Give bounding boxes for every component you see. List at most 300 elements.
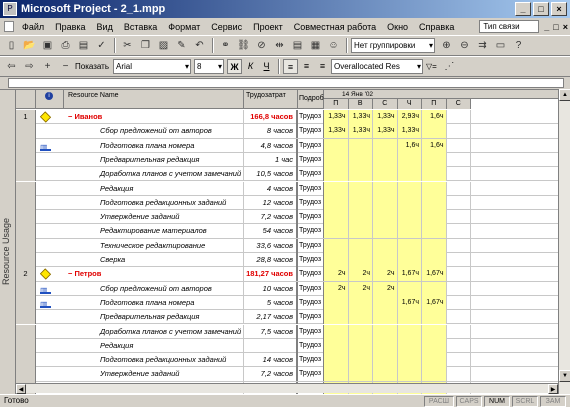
timephased-cell[interactable]: 2ч bbox=[324, 267, 349, 281]
project-icon[interactable]: P bbox=[3, 2, 17, 16]
timephased-cell[interactable] bbox=[398, 310, 423, 324]
bold-button[interactable]: Ж bbox=[227, 59, 242, 74]
assignment-row[interactable] bbox=[16, 124, 570, 138]
timephased-cell[interactable] bbox=[422, 196, 447, 210]
work-cell[interactable]: 4 часов bbox=[244, 182, 298, 196]
format-painter-icon[interactable]: ✎ bbox=[177, 40, 186, 51]
work-cell[interactable]: 12 часов bbox=[244, 196, 298, 210]
timescale-day-header[interactable]: С bbox=[447, 99, 472, 109]
window-title: Microsoft Project - 2_1.mpp bbox=[21, 3, 166, 15]
timephased-cell[interactable] bbox=[422, 310, 447, 324]
timephased-cell[interactable] bbox=[447, 325, 472, 339]
doc-minimize-button[interactable]: _ bbox=[544, 21, 550, 32]
ask-question-box[interactable]: Тип связи bbox=[479, 20, 538, 33]
timephased-cell[interactable]: 1,67ч bbox=[398, 296, 423, 310]
timephased-cell[interactable] bbox=[324, 239, 349, 253]
timephased-cell[interactable] bbox=[324, 325, 349, 339]
filter-select[interactable]: Overallocated Res ▾ bbox=[331, 59, 423, 74]
timephased-cell[interactable] bbox=[447, 153, 472, 167]
vertical-scrollbar[interactable] bbox=[558, 89, 570, 394]
horizontal-scrollbar[interactable] bbox=[16, 383, 558, 393]
timephased-cell[interactable] bbox=[447, 339, 472, 353]
timephased-cell[interactable] bbox=[373, 182, 398, 196]
timephased-cell[interactable] bbox=[422, 239, 447, 253]
timephased-cell[interactable] bbox=[447, 196, 472, 210]
name-column-label: Resource Name bbox=[68, 92, 119, 99]
assignment-row[interactable] bbox=[16, 296, 570, 310]
zoom-out-icon[interactable]: ⊖ bbox=[460, 40, 469, 51]
assignment-row[interactable] bbox=[16, 253, 570, 267]
assignment-row[interactable] bbox=[16, 224, 570, 238]
timephased-cell[interactable] bbox=[324, 253, 349, 267]
timephased-cell[interactable] bbox=[324, 224, 349, 238]
indicator-column-header[interactable] bbox=[36, 90, 64, 109]
row-id[interactable] bbox=[16, 210, 36, 224]
timephased-cell[interactable]: 1,6ч bbox=[422, 110, 447, 124]
timephased-cell[interactable]: 1,6ч bbox=[398, 139, 423, 153]
save-icon[interactable]: ▣ bbox=[42, 40, 53, 51]
timephased-cell[interactable] bbox=[349, 339, 374, 353]
timephased-cell[interactable] bbox=[373, 296, 398, 310]
menu-format[interactable]: Формат bbox=[168, 21, 201, 32]
timephased-cell[interactable]: 2ч bbox=[373, 282, 398, 296]
row-id[interactable] bbox=[16, 196, 36, 210]
timephased-cell[interactable]: 1,33ч bbox=[324, 110, 349, 124]
timephased-cell[interactable]: 1,67ч bbox=[398, 267, 423, 281]
menu-view[interactable]: Вид bbox=[96, 21, 113, 32]
font-size-select[interactable]: 8 ▾ bbox=[194, 59, 224, 74]
work-cell[interactable] bbox=[244, 339, 298, 353]
formatting-toolbar bbox=[0, 56, 570, 77]
print-icon[interactable]: ⎙ bbox=[61, 40, 70, 51]
work-column-label: Трудозатрат bbox=[246, 92, 286, 99]
timephased-cell[interactable] bbox=[398, 282, 423, 296]
assignment-row[interactable] bbox=[16, 325, 570, 339]
italic-button[interactable]: К bbox=[247, 61, 254, 71]
spelling-icon[interactable]: ✓ bbox=[97, 40, 106, 51]
row-id[interactable] bbox=[16, 325, 36, 339]
task-name[interactable] bbox=[64, 153, 244, 167]
work-column-header[interactable] bbox=[244, 90, 298, 109]
work-cell[interactable]: 2,17 часов bbox=[244, 310, 298, 324]
copy-picture-icon[interactable]: ▭ bbox=[495, 40, 506, 51]
scroll-up-icon[interactable]: ▲ bbox=[559, 89, 570, 101]
work-cell[interactable]: 1 час bbox=[244, 153, 298, 167]
timephased-cell[interactable] bbox=[324, 310, 349, 324]
menu-file[interactable]: Файл bbox=[22, 21, 45, 32]
hyperlink-icon[interactable]: ⚭ bbox=[221, 40, 230, 51]
separator bbox=[278, 59, 280, 74]
timephased-cell[interactable] bbox=[349, 167, 374, 181]
timephased-cell[interactable] bbox=[447, 167, 472, 181]
undo-icon[interactable]: ↶ bbox=[195, 40, 204, 51]
timephased-cell[interactable] bbox=[324, 167, 349, 181]
timephased-cell[interactable] bbox=[447, 353, 472, 367]
timephased-cell[interactable] bbox=[373, 353, 398, 367]
timephased-cell[interactable] bbox=[349, 153, 374, 167]
timephased-cell[interactable] bbox=[447, 310, 472, 324]
timephased-cell[interactable]: 2ч bbox=[324, 282, 349, 296]
timephased-cell[interactable] bbox=[373, 210, 398, 224]
row-id[interactable] bbox=[16, 124, 36, 138]
timephased-cell[interactable]: 1,6ч bbox=[422, 139, 447, 153]
status-num: NUM bbox=[484, 396, 510, 407]
assignment-row[interactable] bbox=[16, 182, 570, 196]
zoom-in-icon[interactable]: ⊕ bbox=[442, 40, 451, 51]
help-icon[interactable]: ? bbox=[515, 40, 522, 51]
document-icon[interactable] bbox=[4, 21, 14, 32]
assign-resources-icon[interactable]: ☺ bbox=[328, 40, 339, 51]
timephased-cell[interactable] bbox=[398, 353, 423, 367]
indicator-cell bbox=[36, 253, 64, 267]
menu-collaborate[interactable]: Совместная работа bbox=[293, 21, 377, 32]
assignment-row[interactable] bbox=[16, 310, 570, 324]
select-all-corner[interactable] bbox=[16, 90, 36, 109]
timephased-cell[interactable] bbox=[422, 182, 447, 196]
indicator-cell bbox=[36, 310, 64, 324]
task-name[interactable] bbox=[64, 182, 244, 196]
timephased-cell[interactable] bbox=[398, 167, 423, 181]
collapse-icon[interactable]: − bbox=[68, 269, 75, 279]
task-info-icon[interactable]: ▤ bbox=[292, 40, 303, 51]
row-id[interactable] bbox=[16, 253, 36, 267]
split-task-icon[interactable]: ⇹ bbox=[275, 40, 284, 51]
timephased-cell[interactable]: 2,93ч bbox=[398, 110, 423, 124]
timephased-cell[interactable] bbox=[422, 224, 447, 238]
task-name[interactable] bbox=[64, 167, 244, 181]
timephased-cell[interactable] bbox=[349, 210, 374, 224]
menu-window[interactable]: Окно bbox=[387, 21, 409, 32]
doc-close-button[interactable]: × bbox=[562, 21, 568, 32]
timephased-cell[interactable] bbox=[324, 296, 349, 310]
show-button[interactable]: Показать bbox=[75, 62, 110, 71]
doc-restore-button[interactable]: □ bbox=[553, 21, 559, 32]
timephased-cell[interactable] bbox=[349, 182, 374, 196]
timephased-cell[interactable] bbox=[324, 153, 349, 167]
name-column-header[interactable] bbox=[64, 90, 244, 109]
timephased-cell[interactable] bbox=[373, 139, 398, 153]
timephased-cell[interactable] bbox=[398, 210, 423, 224]
timescale-day-header[interactable]: В bbox=[349, 99, 374, 109]
assignment-row[interactable] bbox=[16, 139, 570, 153]
timescale-day-header[interactable]: П bbox=[324, 99, 349, 109]
work-cell[interactable]: 10 часов bbox=[244, 282, 298, 296]
timephased-cell[interactable] bbox=[349, 224, 374, 238]
timescale-day-header[interactable]: С bbox=[373, 99, 398, 109]
timephased-cell[interactable] bbox=[447, 110, 472, 124]
timephased-cell[interactable] bbox=[349, 310, 374, 324]
menu-edit[interactable]: Правка bbox=[55, 21, 86, 32]
align-left-icon[interactable]: ≡ bbox=[283, 59, 298, 74]
work-cell[interactable]: 166,8 часов bbox=[244, 110, 298, 124]
task-name-label: Подготовка редакционных заданий bbox=[100, 197, 227, 207]
task-name[interactable] bbox=[64, 367, 244, 381]
assignment-row[interactable] bbox=[16, 353, 570, 367]
timephased-cell[interactable]: 1,33ч bbox=[324, 124, 349, 138]
separator bbox=[346, 38, 348, 53]
gantt-wizard-icon[interactable]: ⋰ bbox=[444, 61, 455, 72]
assignment-icon: ▥ bbox=[40, 298, 51, 308]
paste-icon[interactable]: ▨ bbox=[158, 40, 169, 51]
task-name[interactable] bbox=[64, 325, 244, 339]
autofilter-icon[interactable]: ▽= bbox=[426, 62, 437, 71]
timephased-cell[interactable] bbox=[324, 210, 349, 224]
work-cell[interactable]: 33,6 часов bbox=[244, 239, 298, 253]
work-cell[interactable]: 14 часов bbox=[244, 353, 298, 367]
row-id[interactable]: 1 bbox=[16, 110, 36, 124]
timephased-cell[interactable]: 2ч bbox=[349, 282, 374, 296]
timephased-cell[interactable] bbox=[349, 196, 374, 210]
work-cell[interactable]: 7,2 часов bbox=[244, 210, 298, 224]
timephased-cell[interactable] bbox=[373, 196, 398, 210]
timephased-cell[interactable] bbox=[447, 210, 472, 224]
assignment-row[interactable] bbox=[16, 196, 570, 210]
task-name[interactable] bbox=[64, 224, 244, 238]
collapse-icon[interactable]: − bbox=[68, 112, 75, 121]
task-name-label: Сверка bbox=[100, 255, 126, 264]
resource-name[interactable] bbox=[64, 110, 244, 124]
timephased-cell[interactable] bbox=[398, 182, 423, 196]
font-select[interactable]: Arial ▾ bbox=[113, 59, 191, 74]
work-cell[interactable]: 8 часов bbox=[244, 124, 298, 138]
row-id[interactable] bbox=[16, 139, 36, 153]
work-cell[interactable]: 10,5 часов bbox=[244, 167, 298, 181]
timescale-major[interactable] bbox=[324, 90, 558, 99]
menu-tools[interactable]: Сервис bbox=[211, 21, 243, 32]
timephased-cell[interactable] bbox=[373, 153, 398, 167]
timephased-cell[interactable]: 1,33ч bbox=[373, 110, 398, 124]
row-id[interactable]: 2 bbox=[16, 267, 36, 281]
timephased-cell[interactable] bbox=[349, 239, 374, 253]
open-icon[interactable]: 📂 bbox=[23, 40, 36, 51]
assignment-row[interactable] bbox=[16, 367, 570, 381]
overallocation-warning-icon[interactable] bbox=[40, 269, 51, 280]
work-cell[interactable]: 181,27 часов bbox=[244, 267, 298, 281]
task-name[interactable] bbox=[64, 239, 244, 253]
details-cell: Трудоз bbox=[298, 124, 324, 138]
timephased-cell[interactable] bbox=[447, 367, 472, 381]
resource-name-label: Иванов bbox=[74, 112, 103, 121]
view-bar[interactable] bbox=[0, 90, 16, 395]
plus-icon[interactable]: + bbox=[44, 61, 51, 72]
timephased-cell[interactable]: 1,67ч bbox=[422, 267, 447, 281]
details-column-header[interactable] bbox=[298, 90, 324, 109]
details-cell: Трудоз bbox=[298, 224, 324, 238]
timephased-cell[interactable] bbox=[398, 196, 423, 210]
timephased-cell[interactable]: 1,33ч bbox=[349, 110, 374, 124]
arrow-right-icon[interactable]: ⇨ bbox=[25, 61, 34, 72]
timephased-cell[interactable] bbox=[373, 367, 398, 381]
notes-icon[interactable]: ▦ bbox=[310, 40, 321, 51]
timephased-cell[interactable] bbox=[324, 367, 349, 381]
timephased-cell[interactable] bbox=[422, 167, 447, 181]
timephased-cell[interactable]: 2ч bbox=[373, 267, 398, 281]
timephased-cell[interactable] bbox=[349, 353, 374, 367]
assignment-row[interactable] bbox=[16, 282, 570, 296]
goto-task-icon[interactable]: ⇉ bbox=[478, 40, 487, 51]
details-cell: Трудоз bbox=[298, 353, 324, 367]
cut-icon[interactable]: ✂ bbox=[123, 40, 132, 51]
assignment-row[interactable] bbox=[16, 339, 570, 353]
work-cell[interactable]: 4,8 часов bbox=[244, 139, 298, 153]
work-cell[interactable]: 28,8 часов bbox=[244, 253, 298, 267]
row-id[interactable] bbox=[16, 224, 36, 238]
scroll-left-icon[interactable]: ◀ bbox=[16, 384, 26, 394]
timephased-cell[interactable] bbox=[373, 253, 398, 267]
assignment-row[interactable] bbox=[16, 210, 570, 224]
timephased-cell[interactable]: 1,33ч bbox=[398, 124, 423, 138]
details-cell: Трудоз bbox=[298, 239, 324, 253]
timephased-cell[interactable] bbox=[398, 253, 423, 267]
new-icon[interactable]: ▯ bbox=[8, 40, 15, 51]
timephased-cell[interactable] bbox=[447, 239, 472, 253]
link-tasks-icon[interactable]: ⛓ bbox=[237, 40, 250, 51]
timephased-cell[interactable] bbox=[398, 367, 423, 381]
work-cell[interactable]: 7,5 часов bbox=[244, 325, 298, 339]
row-id[interactable] bbox=[16, 296, 36, 310]
details-cell: Трудоз bbox=[298, 367, 324, 381]
timephased-cell[interactable] bbox=[349, 296, 374, 310]
menu-insert[interactable]: Вставка bbox=[123, 21, 158, 32]
timephased-cell[interactable]: 1,33ч bbox=[349, 124, 374, 138]
timephased-cell[interactable] bbox=[373, 339, 398, 353]
timephased-cell[interactable] bbox=[422, 282, 447, 296]
timephased-cell[interactable] bbox=[349, 325, 374, 339]
timephased-cell[interactable] bbox=[422, 210, 447, 224]
task-name[interactable] bbox=[64, 282, 244, 296]
timephased-cell[interactable] bbox=[422, 353, 447, 367]
overallocation-warning-icon[interactable] bbox=[40, 111, 51, 122]
timephased-cell[interactable]: 2ч bbox=[349, 267, 374, 281]
timephased-cell[interactable] bbox=[447, 124, 472, 138]
unlink-tasks-icon[interactable]: ⊘ bbox=[257, 40, 266, 51]
details-cell: Трудоз bbox=[298, 153, 324, 167]
timephased-cell[interactable] bbox=[373, 325, 398, 339]
entry-field[interactable] bbox=[8, 78, 564, 88]
timephased-cell[interactable] bbox=[398, 239, 423, 253]
timephased-cell[interactable] bbox=[324, 196, 349, 210]
timephased-cell[interactable] bbox=[447, 282, 472, 296]
row-id[interactable] bbox=[16, 167, 36, 181]
work-cell[interactable]: 54 часов bbox=[244, 224, 298, 238]
task-name[interactable] bbox=[64, 139, 244, 153]
task-name[interactable] bbox=[64, 296, 244, 310]
task-name[interactable] bbox=[64, 124, 244, 138]
timescale-day-header[interactable]: П bbox=[422, 99, 447, 109]
scroll-right-icon[interactable]: ▶ bbox=[548, 384, 558, 394]
timephased-cell[interactable]: 1,33ч bbox=[373, 124, 398, 138]
status-caps: CAPS bbox=[456, 396, 482, 407]
row-id[interactable] bbox=[16, 339, 36, 353]
row-id[interactable] bbox=[16, 282, 36, 296]
timephased-cell[interactable] bbox=[447, 267, 472, 281]
align-center-icon[interactable]: ≡ bbox=[303, 61, 310, 71]
minus-icon[interactable]: − bbox=[62, 61, 69, 72]
timephased-cell[interactable] bbox=[349, 253, 374, 267]
row-id[interactable] bbox=[16, 367, 36, 381]
work-cell[interactable]: 5 часов bbox=[244, 296, 298, 310]
task-name[interactable] bbox=[64, 210, 244, 224]
timephased-cell[interactable] bbox=[349, 139, 374, 153]
underline-button[interactable]: Ч bbox=[263, 61, 270, 71]
timephased-cell[interactable] bbox=[349, 367, 374, 381]
assignment-row[interactable] bbox=[16, 167, 570, 181]
timephased-cell[interactable] bbox=[398, 224, 423, 238]
timephased-cell[interactable] bbox=[447, 139, 472, 153]
menu-help[interactable]: Справка bbox=[419, 21, 455, 32]
copy-icon[interactable]: ❐ bbox=[141, 40, 150, 51]
timephased-cell[interactable] bbox=[398, 325, 423, 339]
assignment-row[interactable] bbox=[16, 239, 570, 253]
details-cell: Трудоз bbox=[298, 167, 324, 181]
resource-name[interactable] bbox=[64, 267, 244, 281]
timephased-cell[interactable] bbox=[324, 353, 349, 367]
maximize-button[interactable]: □ bbox=[533, 2, 549, 16]
timephased-cell[interactable] bbox=[422, 124, 447, 138]
resource-row[interactable] bbox=[16, 110, 570, 124]
timephased-cell[interactable] bbox=[447, 224, 472, 238]
timephased-cell[interactable] bbox=[447, 253, 472, 267]
separator bbox=[114, 38, 116, 53]
timephased-cell[interactable] bbox=[398, 153, 423, 167]
resource-row[interactable] bbox=[16, 267, 570, 281]
timephased-cell[interactable] bbox=[398, 339, 423, 353]
standard-toolbar bbox=[0, 35, 570, 56]
task-name[interactable] bbox=[64, 310, 244, 324]
timephased-cell[interactable] bbox=[324, 339, 349, 353]
work-cell[interactable]: 7,2 часов bbox=[244, 367, 298, 381]
task-name[interactable] bbox=[64, 253, 244, 267]
timephased-cell[interactable] bbox=[373, 239, 398, 253]
status-scrl: SCRL bbox=[512, 396, 538, 407]
timephased-cell[interactable] bbox=[373, 224, 398, 238]
row-id[interactable] bbox=[16, 353, 36, 367]
menu-project[interactable]: Проект bbox=[253, 21, 283, 32]
arrow-left-icon[interactable]: ⇦ bbox=[7, 61, 16, 72]
timephased-cell[interactable] bbox=[373, 167, 398, 181]
timephased-cell[interactable] bbox=[422, 253, 447, 267]
row-id[interactable] bbox=[16, 153, 36, 167]
task-name[interactable] bbox=[64, 353, 244, 367]
timephased-cell[interactable] bbox=[324, 182, 349, 196]
timephased-cell[interactable] bbox=[447, 182, 472, 196]
preview-icon[interactable]: ▤ bbox=[78, 40, 89, 51]
timescale-day-header[interactable]: Ч bbox=[398, 99, 423, 109]
status-ext: РАСШ bbox=[424, 396, 454, 407]
timephased-cell[interactable]: 1,67ч bbox=[422, 296, 447, 310]
timephased-cell[interactable] bbox=[373, 310, 398, 324]
timephased-cell[interactable] bbox=[324, 139, 349, 153]
close-button[interactable]: × bbox=[551, 2, 567, 16]
timephased-cell[interactable] bbox=[422, 339, 447, 353]
assignment-row[interactable] bbox=[16, 153, 570, 167]
status-bar bbox=[0, 394, 570, 407]
task-name[interactable] bbox=[64, 196, 244, 210]
timephased-cell[interactable] bbox=[422, 153, 447, 167]
row-id[interactable] bbox=[16, 239, 36, 253]
timephased-cell[interactable] bbox=[422, 367, 447, 381]
group-by-select[interactable]: Нет группировки ▾ bbox=[351, 38, 435, 53]
row-id[interactable] bbox=[16, 182, 36, 196]
align-right-icon[interactable]: ≡ bbox=[319, 61, 326, 71]
minimize-button[interactable]: _ bbox=[515, 2, 531, 16]
scroll-down-icon[interactable]: ▼ bbox=[559, 370, 570, 382]
row-id[interactable] bbox=[16, 310, 36, 324]
timephased-cell[interactable] bbox=[447, 296, 472, 310]
task-name[interactable] bbox=[64, 339, 244, 353]
assignment-icon: ▥ bbox=[40, 284, 51, 294]
timephased-cell[interactable] bbox=[422, 325, 447, 339]
